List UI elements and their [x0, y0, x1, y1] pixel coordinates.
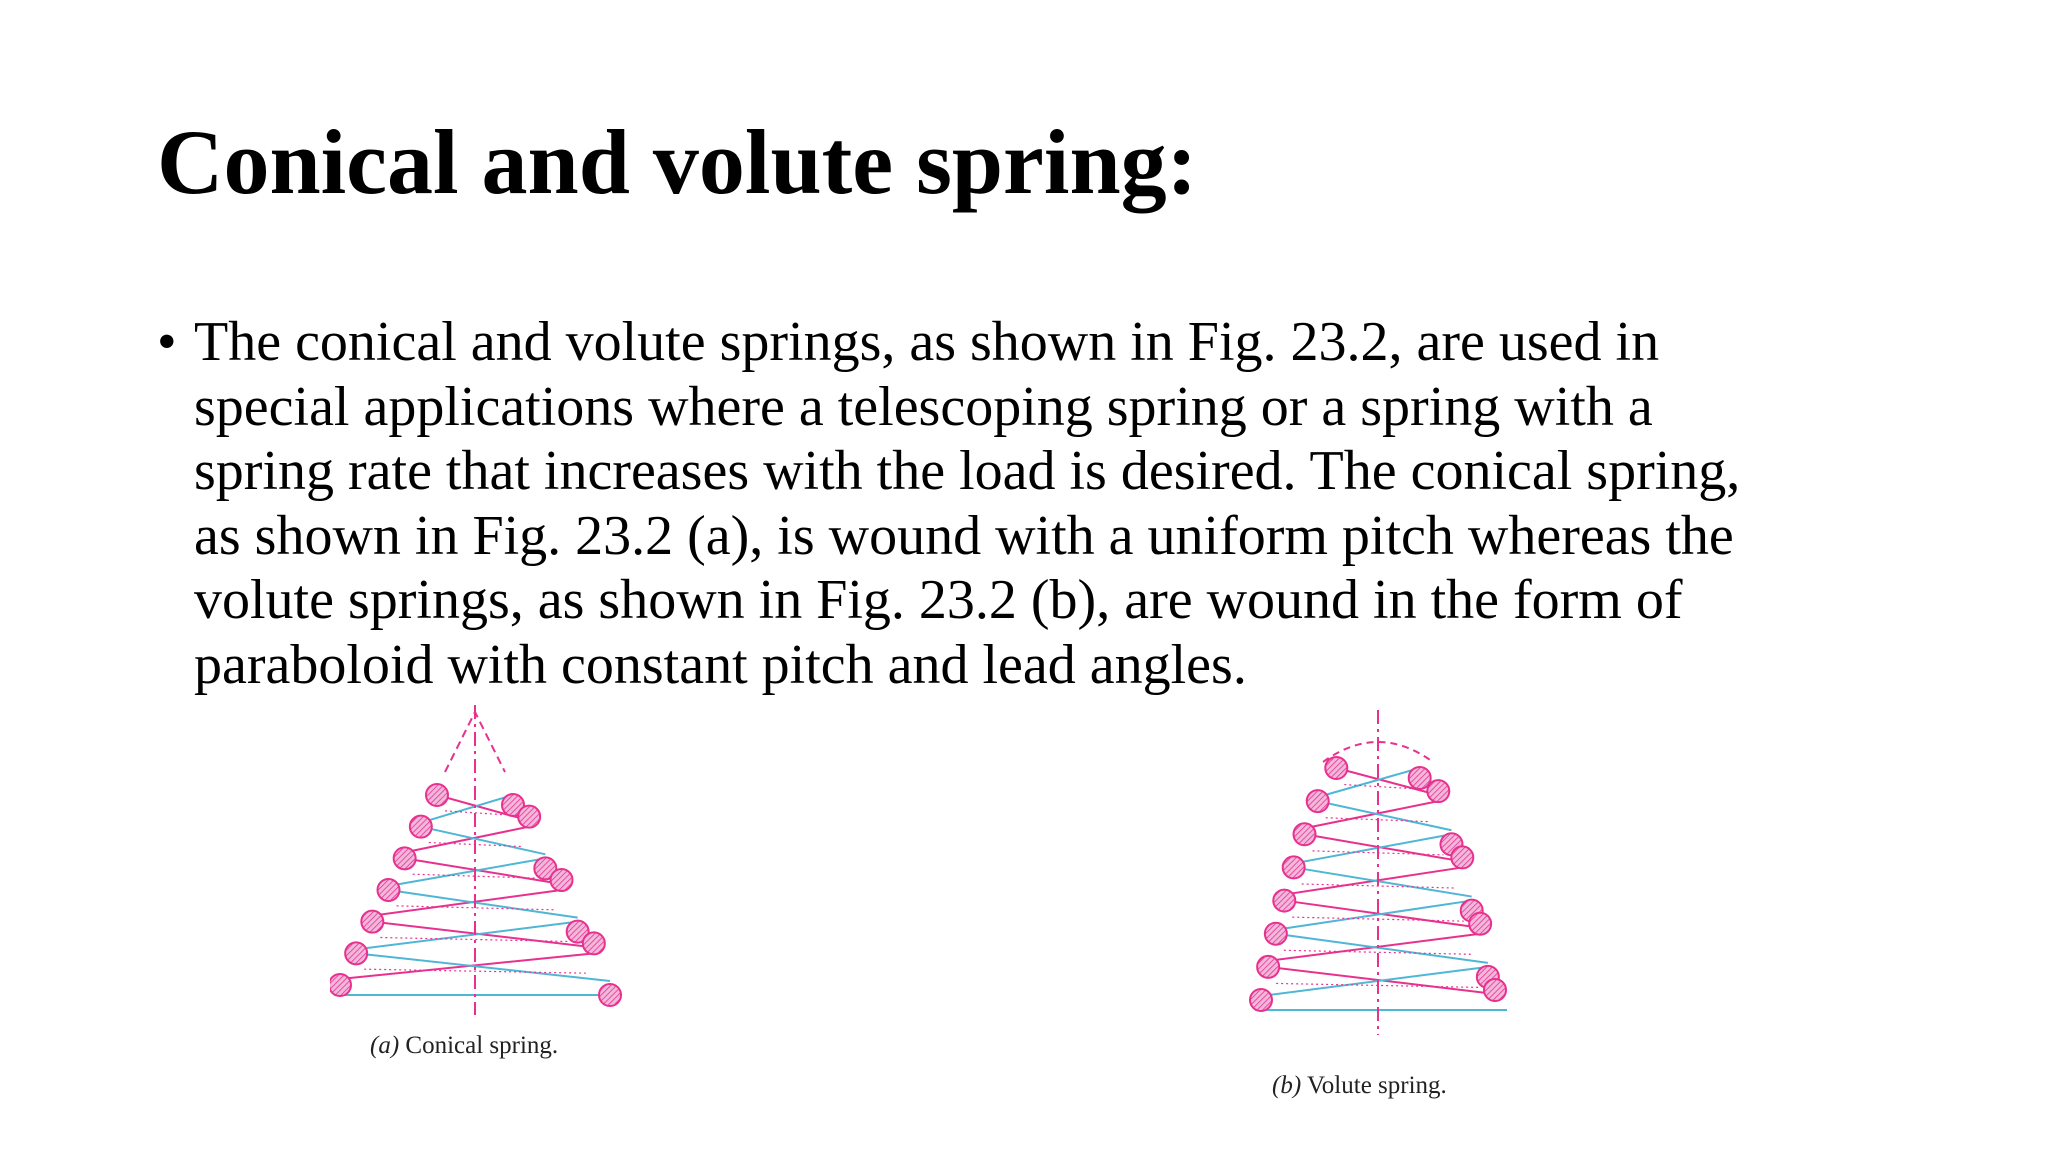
spring-coil-back	[389, 890, 578, 918]
bullet-line: paraboloid with constant pitch and lead angles.	[194, 633, 1247, 696]
wire-section-left	[345, 942, 367, 964]
spring-coil-back	[356, 922, 578, 950]
volute-caption-letter: (b)	[1272, 1072, 1302, 1099]
wire-section-right	[1427, 780, 1449, 802]
wire-section-right	[1451, 846, 1473, 868]
bullet-line: The conical and volute springs, as shown in Fig. 23.2, are used in	[194, 311, 1660, 373]
wire-section-right	[1484, 979, 1506, 1001]
spring-coil-back	[1276, 901, 1472, 930]
wire-section-left	[1307, 790, 1329, 812]
spring-coil-back	[1294, 834, 1452, 863]
wire-section-right	[1409, 767, 1431, 789]
spring-coil-back	[356, 953, 610, 981]
bullet-text	[194, 310, 1974, 697]
spring-coil-back	[421, 827, 545, 855]
conical-caption-text: Conical spring.	[405, 1032, 559, 1059]
wire-section-left	[426, 784, 448, 806]
conical-spring-drawing	[330, 700, 630, 1020]
volute-spring-drawing	[1210, 700, 1550, 1040]
wire-section-left	[1257, 956, 1279, 978]
wire-section-left	[1250, 989, 1272, 1011]
bullet-line: as shown in Fig. 23.2 (a), is wound with a uniform pitch whereas the	[194, 504, 1734, 567]
wire-section-right	[518, 806, 540, 828]
spring-coil-back	[1276, 934, 1488, 963]
wire-section-left	[394, 847, 416, 869]
bullet-line: spring rate that increases with the load is desired. The conical spring,	[194, 440, 1741, 502]
conical-spring-caption	[370, 1032, 558, 1060]
slide-title: Conical and volute spring:	[157, 111, 1198, 213]
wire-section-left	[1273, 890, 1295, 912]
wire-section-right	[583, 932, 605, 954]
wire-section-left	[1265, 923, 1287, 945]
volute-spring-caption	[1272, 1072, 1447, 1100]
wire-section-right	[599, 984, 621, 1006]
bullet-marker: •	[157, 311, 177, 373]
conical-spring-figure	[330, 700, 630, 1020]
spring-coil-back	[1294, 867, 1472, 896]
wire-section-right	[551, 869, 573, 891]
wire-section-left	[378, 879, 400, 901]
wire-section-left	[361, 911, 383, 933]
wire-section-left	[410, 816, 432, 838]
wire-section-left	[1325, 757, 1347, 779]
bullet-line: volute springs, as shown in Fig. 23.2 (b), are wound in the form of	[194, 569, 1683, 631]
volute-spring-figure	[1210, 700, 1550, 1040]
conical-caption-letter: (a)	[370, 1032, 400, 1059]
wire-section-right	[1469, 913, 1491, 935]
bullet-line: special applications where a telescoping spring or a spring with a	[194, 375, 1653, 438]
spring-coil-back	[1261, 967, 1488, 996]
volute-caption-text: Volute spring.	[1306, 1072, 1447, 1099]
spring-coil-back	[1318, 801, 1452, 830]
wire-section-left	[1294, 823, 1316, 845]
wire-section-left	[1283, 856, 1305, 878]
wire-section-left	[330, 974, 351, 996]
